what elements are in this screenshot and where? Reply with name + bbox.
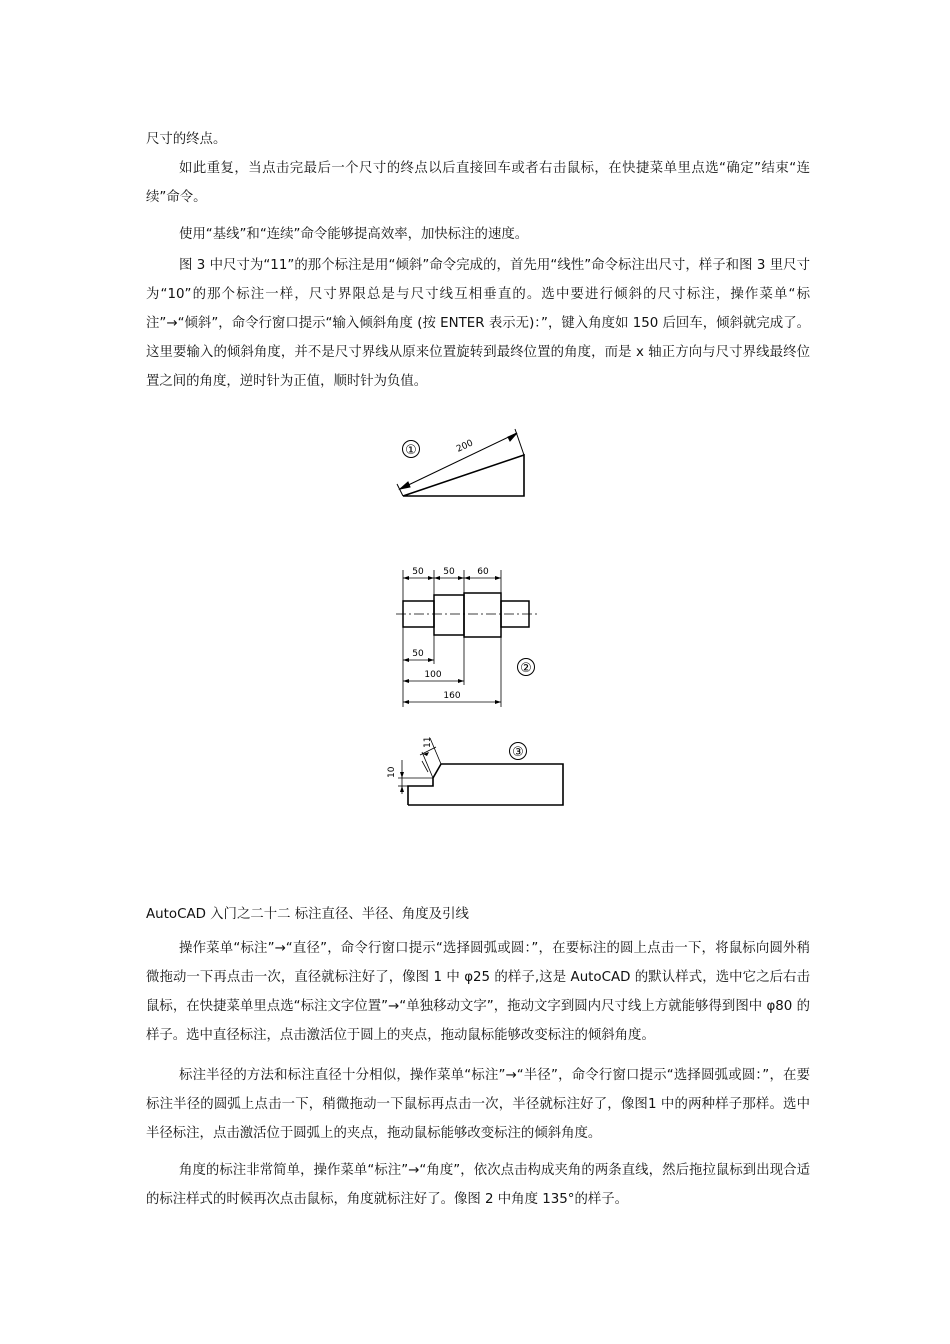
paragraph-continuation: 尺寸的终点。 — [146, 132, 227, 147]
figure-1 — [397, 429, 524, 496]
figure-1-label: ① — [405, 443, 417, 458]
dim-200: 200 — [455, 438, 475, 455]
paragraph-radius: 标注半径的方法和标注直径十分相似，操作菜单“标注”→“半径”，命令行窗口提示“选择圆弧或圆：”，在要标注半径的圆弧上点击一下，稍微拖动一下鼠标再点击一次，半径就标注好了，像图1 中的两种样子那样。选中半径标注，点击激活位于圆弧上的夹点，拖动鼠标能够改变标注的倾斜角度。 — [146, 1068, 810, 1141]
dim-10: 10 — [387, 766, 397, 778]
figure-2-label: ② — [520, 661, 532, 676]
paragraph-efficiency: 使用“基线”和“连续”命令能够提高效率，加快标注的速度。 — [179, 227, 529, 242]
figure-2 — [403, 593, 535, 676]
dim-50-c: 50 — [412, 649, 424, 659]
section-heading: AutoCAD 入门之二十二 标注直径、半径、角度及引线 — [146, 907, 469, 922]
dim-160: 160 — [443, 691, 461, 701]
dim-50-b: 50 — [443, 567, 455, 577]
paragraph-diameter: 操作菜单“标注”→“直径”，命令行窗口提示“选择圆弧或圆：”，在要标注的圆上点击一下，将鼠标向圆外稍微拖动一下再点击一次，直径就标注好了，像图 1 中 φ25 的样子,这是 AutoCAD 的默认样式，选中它之后右击鼠标，在快捷菜单里点选“标注文字位置”→“单独移动文字”，拖动文字到圆内尺寸线上方就能够得到图中 φ80 的样子。选中直径标注，点击激活位于圆上的夹点，拖动鼠标能够改变标注的倾斜角度。 — [146, 941, 810, 1043]
dim-11: 11 — [423, 736, 433, 748]
dim-100: 100 — [424, 670, 442, 680]
paragraph-angle: 角度的标注非常简单，操作菜单“标注”→“角度”，依次点击构成夹角的两条直线，然后拖拉鼠标到出现合适的标注样式的时候再次点击鼠标，角度就标注好了。像图 2 中角度 135°的样子。 — [146, 1163, 810, 1207]
dim-50-a: 50 — [412, 567, 424, 577]
cad-figures — [0, 420, 950, 880]
paragraph-oblique: 图 3 中尺寸为“11”的那个标注是用“倾斜”命令完成的，首先用“线性”命令标注出尺寸，样子和图 3 里尺寸为“10”的那个标注一样，尺寸界限总是与尺寸线互相垂直的。选中要进行倾斜的尺寸标注，操作菜单“标注”→“倾斜”，命令行窗口提示“输入倾斜角度 (按 ENTER 表示无)：”，键入角度如 150 后回车，倾斜就完成了。这里要输入的倾斜角度，并不是尺寸界线从原来位置旋转到最终位置的角度，而是 x 轴正方向与尺寸界线最终位置之间的角度，逆时针为正值，顺时针为负值。 — [146, 258, 810, 389]
paragraph-repeat: 如此重复，当点击完最后一个尺寸的终点以后直接回车或者右击鼠标，在快捷菜单里点选“确定”结束“连续”命令。 — [146, 161, 810, 205]
dim-60: 60 — [477, 567, 489, 577]
figure-3-label: ③ — [512, 745, 524, 760]
